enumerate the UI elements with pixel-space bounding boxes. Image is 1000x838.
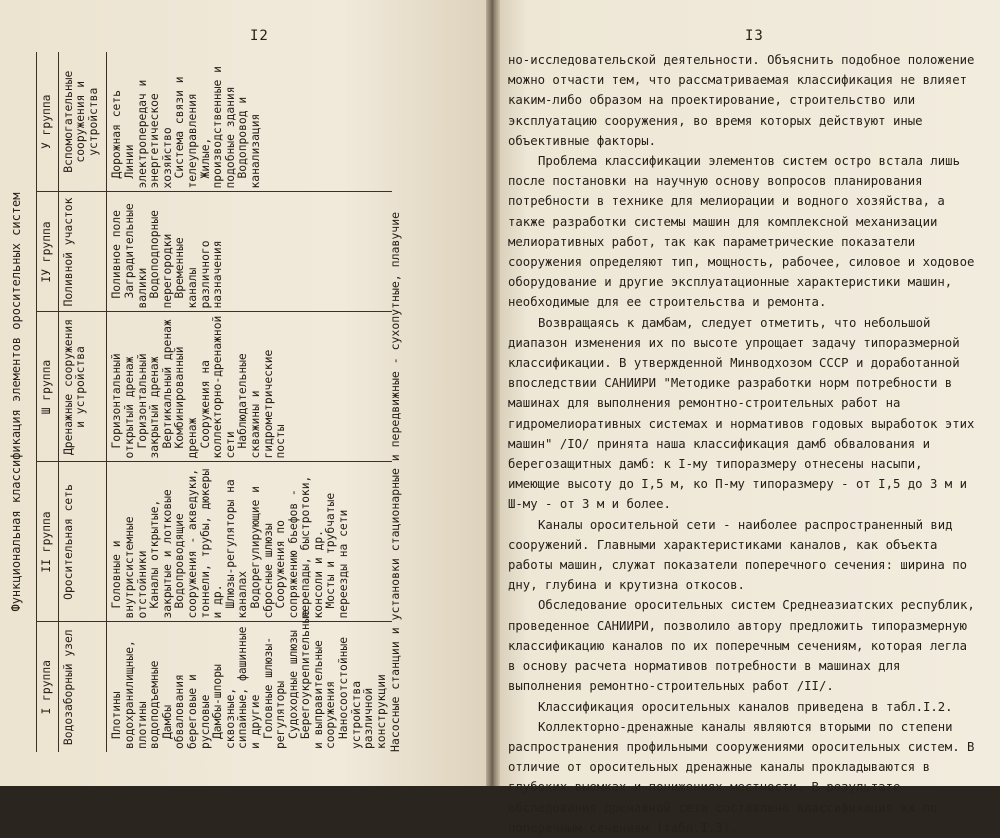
- page-number-left: I2: [250, 28, 269, 44]
- list-item: Водоподпорные перегородки: [148, 210, 174, 309]
- list-item: Каналы открытые, закрытые и лотковые: [148, 489, 174, 619]
- table-footnote: Насосные станции и установки стационарные и передвижные - сухопутные, плавучие: [388, 211, 402, 752]
- table-cell: [107, 52, 393, 192]
- book-gutter: [486, 0, 500, 786]
- table-cell: [107, 312, 393, 462]
- list-item: Горизонтальный открытый дренаж: [110, 353, 136, 459]
- list-item: Плотины водохранилищные, плотины водоподъемные: [110, 640, 162, 749]
- list-item: Наблюдательные скважины и гидрометрические посты: [236, 349, 288, 459]
- table-cell: [107, 462, 393, 622]
- list-item: Головные шлюзы-регуляторы: [261, 636, 288, 749]
- rotated-table-area: [0, 32, 428, 752]
- column-subheader: Поливной участок: [58, 192, 107, 312]
- column-header: IУ группа: [37, 192, 59, 312]
- classification-table: [36, 52, 392, 752]
- paragraph: Коллекторно-дренажные каналы являются вторыми по степени распространения профильными сооружениями оросительных систем. В отличие от оросительных дренажные каналы прокладываются в глубоких выемках и понижениях местности. В результате обследования дренажной сети составлена классификация их по поперечным сечениям (табл.I.3).: [508, 719, 975, 835]
- list-item: Линии электропередач и энергетическое хозяйство: [122, 79, 174, 189]
- column-subheader: Оросительная сеть: [58, 462, 107, 622]
- list-item: Водопровод и канализация: [236, 96, 262, 189]
- list-item: Головные и внутрисистемные отстойники: [110, 516, 149, 619]
- body-text: [508, 50, 978, 838]
- table-cell: [107, 192, 393, 312]
- page-number-right: I3: [745, 28, 764, 44]
- list-item: Временные каналы различного назначения: [173, 237, 225, 309]
- list-item: Судоходные шлюзы: [286, 630, 300, 739]
- list-item: Дамбы обвалования береговые и русловые: [160, 674, 212, 749]
- list-item: Наносоотстойные устройства различной конструкции: [337, 636, 388, 749]
- column-header: У группа: [37, 52, 59, 192]
- table-label: [0, 50, 1, 129]
- list-item: Сооружения по сопряжению бьефов - перепады, быстротоки, консоли и др.: [274, 475, 325, 619]
- list-item: Система связи и телеуправления: [173, 76, 199, 189]
- list-item: Дамбы-шпоры сквозные, сипайные, фашинные и другие: [211, 626, 262, 749]
- list-item: Заградительные валики: [122, 203, 149, 309]
- list-item: Дорожная сеть: [110, 90, 124, 179]
- list-item: Комбинированный дренаж: [173, 346, 199, 459]
- list-item: Шлюзы-регуляторы на каналах: [223, 479, 250, 619]
- table-cell: [107, 609, 393, 752]
- column-subheader: Водозаборный узел: [58, 622, 107, 752]
- paragraph: Возвращаясь к дамбам, следует отметить, что небольшой диапазон изменения их по высоте упрощает задачу типоразмерной классификации. В утвержденной Минводхозом СССР и доработанной впоследствии САНИИРИ "Методике разработки норм потребности в машинах для выполнения ремонтно-строительных работ на гидромелиоративных системах и нормативов годовых выработок этих машин" /IO/ принята наша классификация дамб обвалования и берегозащитных дамб: к I-му типоразмеру отнесены насыпи, имеющие высоту до I,5 м, ко П-му типоразмеру - от I,5 до 3 м и Ш-му - от 3 м и более.: [508, 315, 975, 512]
- list-item: Мосты и трубчатые переезды на сети: [324, 492, 351, 619]
- table-title: Функциональная классификация элементов оросительных систем: [9, 192, 23, 612]
- column-header: I группа: [37, 622, 59, 752]
- paragraph: но-исследовательской деятельности. Объяснить подобное положение можно отчасти тем, что рассматриваемая классификация не влияет каким-либо образом на проектирование, строительство или эксплуатацию сооружения, во время которых действуют иные объективные факторы.: [508, 53, 975, 148]
- list-item: Сооружения на коллекторно-дренажной сети: [198, 315, 237, 459]
- list-item: Жилые, производственные и подобные здания: [198, 66, 237, 189]
- paragraph: Каналы оросительной сети - наиболее распространенный вид сооружений. Главными характеристиками каналов, как объекта работы машин, служат показатели поперечного сечения: ширина по дну, глубина и крутизна откосов.: [508, 517, 968, 593]
- column-subheader: Дренажные сооружения и устройства: [58, 312, 107, 462]
- list-item: Горизонтальный закрытый дренаж: [135, 353, 162, 459]
- list-item: Водорегулирующие и сбросные шлюзы: [248, 486, 275, 619]
- paragraph: Классификация оросительных каналов приведена в табл.I.2.: [538, 699, 953, 714]
- paragraph: Обследование оросительных систем Среднеазиатских республик, проведенное САНИИРИ, позволило автору предложить типоразмерную классификацию каналов по их поперечным сечениям, которая легла в основу расчета нормативов потребности в машинах для выполнения ремонтно-строительных работ /II/.: [508, 598, 975, 694]
- column-header: Ш группа: [37, 312, 59, 462]
- list-item: Берегоукрепительные и выправительные сооружения: [299, 609, 338, 749]
- list-item: Поливное поле: [110, 210, 124, 299]
- paragraph: Проблема классификации элементов систем остро встала лишь после постановки на научную основу вопросов планирования потребности в технике для мелиорации и водного хозяйства, а также разработки системы машин для комплексной механизации мелиоративных работ, так как параметрические показатели сооружения определяют тип, мощность, рабочее, силовое и ходовое оборудование и другие эксплуатационные характеристики машин, необходимые для ее строительства и ремонта.: [508, 154, 975, 310]
- column-subheader: Вспомогательные сооружения и устройства: [58, 52, 107, 192]
- column-header: II группа: [37, 462, 59, 622]
- list-item: Водопроводящие сооружения - акведуки, тоннели, трубы, дюкеры и др.: [173, 468, 225, 619]
- list-item: Вертикальный дренаж: [160, 319, 174, 449]
